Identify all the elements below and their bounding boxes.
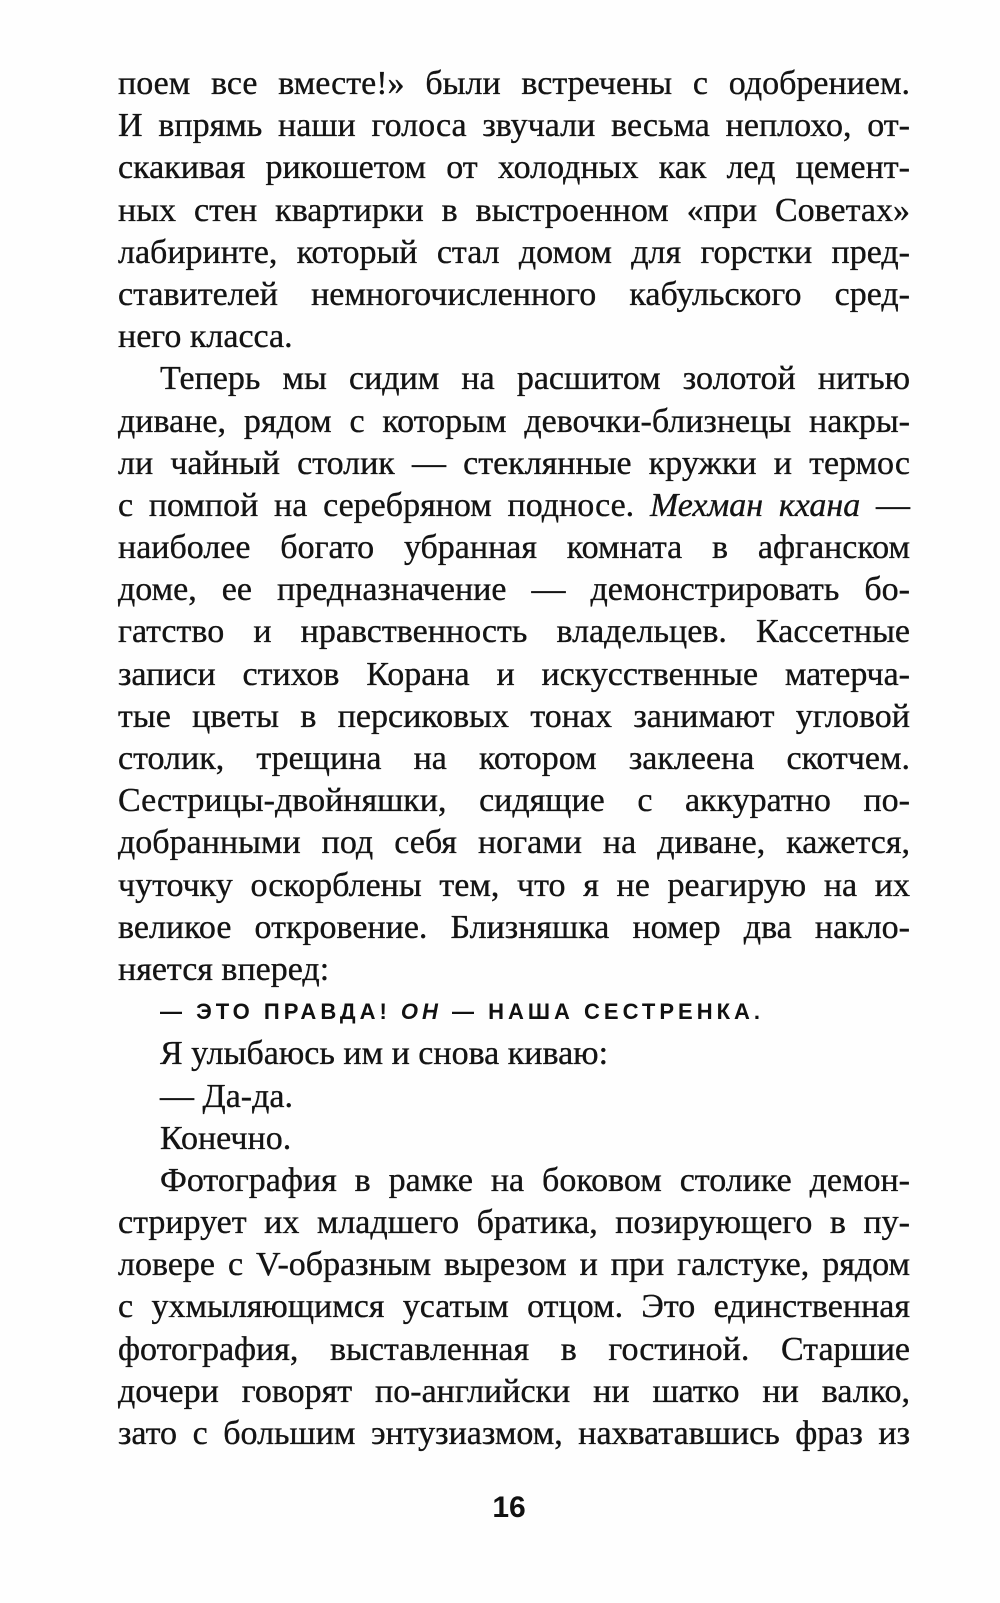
body-text bbox=[118, 63, 910, 1455]
paragraph-mehman-khana bbox=[118, 358, 910, 991]
text-line: него класса. bbox=[118, 318, 293, 356]
paragraph-nod: Я улыбаюсь им и снова киваю: bbox=[160, 1035, 609, 1073]
text-line: фотография, выставленная в гостиной. Старшие bbox=[118, 1330, 910, 1368]
text-line: ных стен квартирки в выстроенном «при Советах» bbox=[118, 191, 910, 229]
text-line: няется вперед: bbox=[118, 950, 330, 988]
italic-term: ОН bbox=[400, 999, 442, 1025]
text-segment: — НАША СЕСТРЕНКА. bbox=[441, 999, 765, 1025]
text-line bbox=[118, 485, 910, 527]
text-line: с ухмыляющимся усатым отцом. Это единственная bbox=[118, 1288, 910, 1326]
text-line: великое откровение. Близняшка номер два накло- bbox=[118, 908, 910, 946]
text-line: Фотография в рамке на боковом столике демон- bbox=[160, 1161, 910, 1199]
text-line: ловере с V-образным вырезом и при галстуке, рядом bbox=[118, 1246, 910, 1284]
text-line: записи стихов Корана и искусственные матерча- bbox=[118, 655, 910, 693]
text-line: гатство и нравственность владельцев. Кассетные bbox=[118, 613, 910, 651]
text-line: Сестрицы-двойняшки, сидящие с аккуратно по- bbox=[118, 782, 910, 820]
text-line: ли чайный столик — стеклянные кружки и термос bbox=[118, 444, 910, 482]
text-line: столик, трещина на котором заклеена скотчем. bbox=[118, 740, 910, 777]
dialogue-line: — Да-да. bbox=[160, 1077, 293, 1115]
text-segment: — bbox=[860, 486, 910, 524]
text-line: скакивая рикошетом от холодных как лед цемент- bbox=[118, 149, 910, 187]
text-line: зато с большим энтузиазмом, нахватавшись фраз из bbox=[118, 1415, 910, 1452]
page-number: 16 bbox=[492, 1491, 526, 1524]
text-line: чуточку оскорблены тем, что я не реагирую на их bbox=[118, 866, 910, 904]
text-segment: с помпой на серебряном подносе. bbox=[118, 486, 650, 524]
text-line: диване, рядом с которым девочки-близнецы накры- bbox=[118, 402, 910, 440]
paragraph-continued bbox=[118, 63, 910, 358]
paragraph-photograph bbox=[118, 1160, 910, 1455]
text-line: И впрямь наши голоса звучали весьма неплохо, от- bbox=[118, 107, 910, 145]
text-line: ставителей немногочисленного кабульского сред- bbox=[118, 275, 910, 313]
italic-term: Мехман кхана bbox=[649, 486, 861, 524]
dialogue-shout-line bbox=[118, 991, 910, 1033]
text-line: наиболее богато убранная комната в афганском bbox=[118, 529, 910, 567]
text-line: добранными под себя ногами на диване, кажется, bbox=[118, 824, 910, 862]
text-line: дочери говорят по-английски ни шатко ни валко, bbox=[118, 1372, 910, 1410]
text-line: тые цветы в персиковых тонах занимают угловой bbox=[118, 697, 910, 735]
text-line: доме, ее предназначение — демонстрировать бо- bbox=[118, 571, 910, 609]
paragraph-of-course: Конечно. bbox=[160, 1119, 292, 1157]
text-line: стрирует их младшего братика, позирующего в пу- bbox=[118, 1204, 910, 1242]
text-line: поем все вместе!» были встречены с одобрением. bbox=[118, 65, 910, 102]
text-line: лабиринте, который стал домом для горстки пред- bbox=[118, 233, 910, 271]
text-segment: — ЭТО ПРАВДА! bbox=[160, 999, 401, 1025]
text-line: Теперь мы сидим на расшитом золотой нитью bbox=[160, 360, 910, 398]
